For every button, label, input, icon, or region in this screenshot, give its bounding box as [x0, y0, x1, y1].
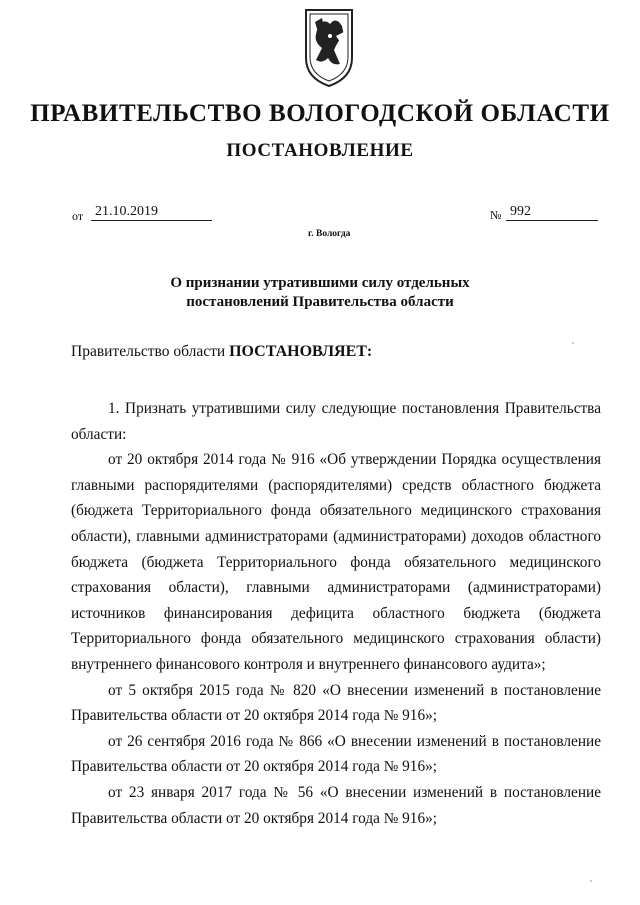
decree-statement — [71, 343, 372, 361]
repealed-entry-2: от 5 октября 2015 года № 820 «О внесении изменений в постановление Правительства области от 20 октября 2014 года № 916»; — [71, 681, 601, 725]
repealed-entry-3: от 26 сентября 2016 года № 866 «О внесении изменений в постановление Правительства области от 20 октября 2014 года № 916»; — [71, 732, 601, 776]
number-label: № — [490, 208, 502, 222]
city-label: г. Вологда — [308, 229, 351, 239]
scan-speck — [590, 880, 592, 882]
document-date: 21.10.2019 — [91, 204, 212, 221]
document-type-title: ПОСТАНОВЛЕНИЕ — [226, 140, 414, 161]
coat-of-arms-icon — [300, 6, 358, 88]
subject-line-2: постановлений Правительства области — [186, 294, 454, 310]
repealed-entry-4: от 23 января 2017 года № 56 «О внесении изменений в постановление Правительства области от 20 октября 2014 года № 916»; — [71, 783, 601, 827]
item-1: 1. Признать утратившими силу следующие постановления Правительства области: — [71, 400, 601, 443]
organization-title: ПРАВИТЕЛЬСТВО ВОЛОГОДСКОЙ ОБЛАСТИ — [30, 100, 610, 127]
document-subject — [130, 274, 510, 312]
repealed-entry-1: от 20 октября 2014 года № 916 «Об утверждении Порядка осуществления главными распорядителями (распорядителями) средств областного бюджета (бюджета Территориального фонда обязательного медицинского страхования области), главными администраторами (администраторами) доходов областного бюджета (бюджета Территориального фонда обязательного медицинского страхования области), главными администраторами (администраторами) источников финансирования дефицита областного бюджета (бюджета Территориального фонда обязательного медицинского страхования области) внутреннего финансового контроля и внутреннего финансового аудита»; — [71, 451, 601, 673]
scan-speck — [572, 342, 574, 344]
document-body — [71, 396, 601, 831]
decree-prefix: Правительство области — [71, 343, 230, 360]
decree-keyword: ПОСТАНОВЛЯЕТ: — [229, 343, 373, 360]
date-label: от — [72, 209, 84, 223]
document-number: 992 — [506, 204, 598, 221]
subject-line-1: О признании утратившими силу отдельных — [170, 275, 470, 291]
